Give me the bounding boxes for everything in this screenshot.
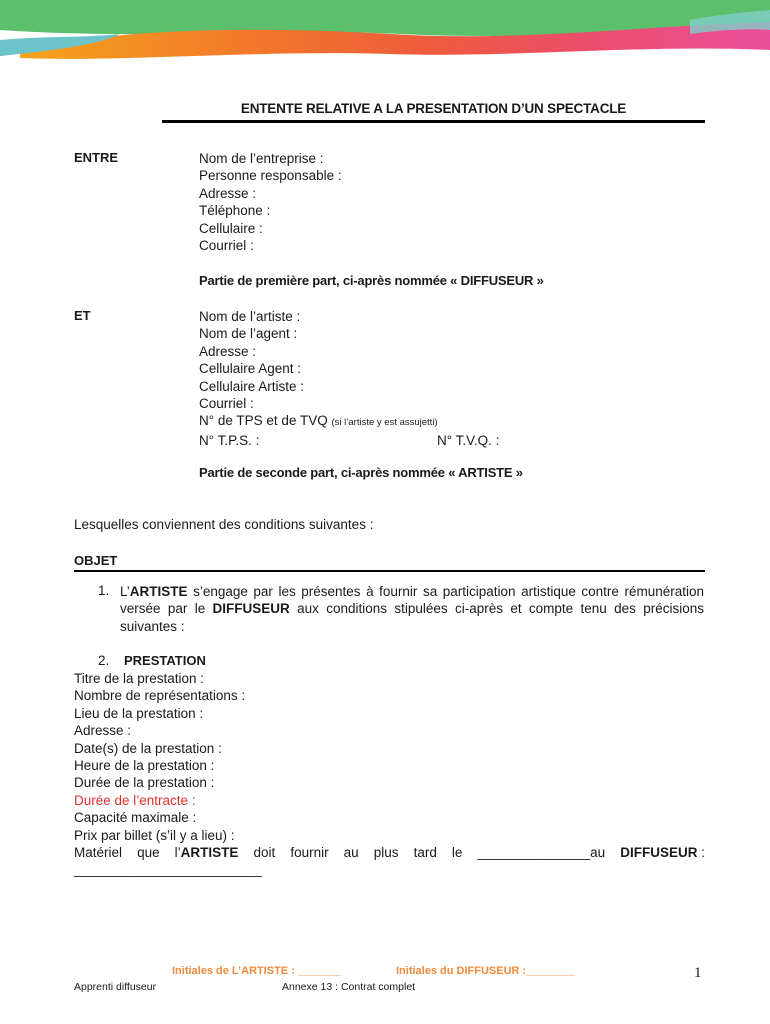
field-adresse-artiste: Adresse : [199,343,257,359]
field-nom-artiste: Nom de l’artiste : [199,309,301,324]
field-telephone: Téléphone : [199,203,271,219]
objet-paragraph: L’ARTISTE s’engage par les présentes à fournir sa participation artistique contre rémunération versée par le DIFFUSEUR aux conditions stipulées ci-après et compte tenu des précisions suivantes : [120,584,704,634]
field-cell-agent: Cellulaire Agent : [199,361,302,377]
tps-label: N° T.P.S. : [199,432,260,448]
field-adresse-prestation: Adresse : [74,723,132,739]
field-cellulaire: Cellulaire : [199,220,263,236]
field-nom-agent: Nom de l’agent : [199,326,298,342]
objet-heading: OBJET [74,553,118,568]
field-heure: Heure de la prestation : [74,758,215,774]
et-label: ET [74,308,91,323]
artiste-fields [199,308,500,449]
objet-item-number: 1. [98,583,110,598]
materiel-line: Matériel que l’ARTISTE doit fournir au plus tard le _______________au DIFFUSEUR : [74,845,705,861]
field-tps-tvq: N° de TPS et de TVQ (si l’artiste y est assujetti) [199,413,438,429]
field-prix: Prix par billet (s’il y a lieu) : [74,827,235,843]
footer-center: Annexe 13 : Contrat complet [282,981,416,993]
diffuseur-fields [199,150,342,254]
tvq-label: N° T.V.Q. : [437,432,500,448]
materiel-blank-line: _________________________ [74,862,262,878]
page-number: 1 [694,965,702,981]
initials-artiste: Initiales de L’ARTISTE : _______ [172,965,341,977]
objet-rule [74,570,705,572]
field-entracte: Durée de l’entracte : [74,792,196,808]
tps-note: (si l’artiste y est assujetti) [331,417,438,429]
field-titre: Titre de la prestation : [74,671,205,686]
field-courriel-artiste: Courriel : [199,396,254,412]
field-tps-numbers [199,432,500,449]
prestation-heading: PRESTATION [124,653,206,668]
field-capacite: Capacité maximale : [74,810,197,826]
field-courriel: Courriel : [199,238,254,254]
field-cell-artiste: Cellulaire Artiste : [199,378,305,394]
prestation-number: 2. [98,653,110,668]
intro-text: Lesquelles conviennent des conditions suivantes : [74,517,374,532]
field-responsable: Personne responsable : [199,168,342,184]
initials-diffuseur: Initiales du DIFFUSEUR :________ [396,965,576,977]
title-underline [162,120,705,123]
field-entreprise: Nom de l’entreprise : [199,151,324,166]
field-lieu: Lieu de la prestation : [74,705,204,721]
date-blank: _______________ [477,845,591,861]
field-dates: Date(s) de la prestation : [74,740,222,756]
field-nombre: Nombre de représentations : [74,688,246,704]
party-diffuseur: Partie de première part, ci-après nommée « DIFFUSEUR » [199,273,544,288]
entre-label: ENTRE [74,150,119,165]
party-artiste: Partie de seconde part, ci-après nommée « ARTISTE » [199,465,523,480]
footer-left: Apprenti diffuseur [74,981,157,993]
header-banner [0,0,770,62]
field-duree: Durée de la prestation : [74,775,215,791]
document-title: ENTENTE RELATIVE A LA PRESENTATION D’UN SPECTACLE [240,101,627,116]
prestation-fields [74,670,705,879]
field-adresse: Adresse : [199,185,257,201]
